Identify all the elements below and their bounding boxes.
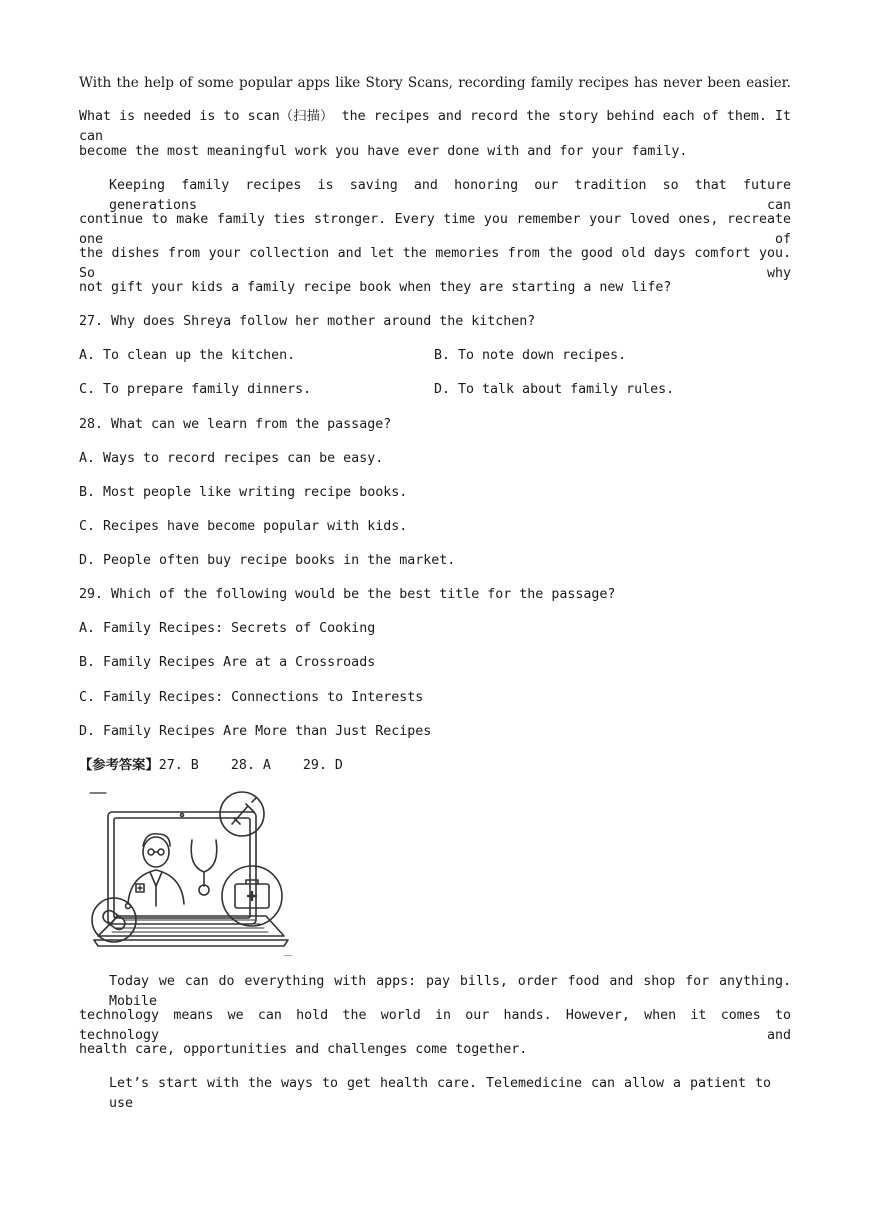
- telemedicine-illustration-icon: [88, 786, 293, 961]
- illustration-mark: —: [284, 951, 292, 960]
- question-28-stem: 28. What can we learn from the passage?: [79, 417, 392, 432]
- question-27-option-a: A. To clean up the kitchen.: [79, 348, 296, 363]
- passage1-para2-line-3: the dishes from your collection and let the memories from the good old days comfort you. So why: [79, 246, 791, 281]
- question-29-option-b: B. Family Recipes Are at a Crossroads: [79, 655, 376, 670]
- question-29-option-d: D. Family Recipes Are More than Just Recipes: [79, 724, 432, 739]
- question-27-option-b: B. To note down recipes.: [434, 348, 627, 363]
- question-28-option-b: B. Most people like writing recipe books.: [79, 485, 408, 500]
- passage1-para2-line-4: not gift your kids a family recipe book when they are starting a new life?: [79, 280, 672, 295]
- answer-key: [79, 756, 791, 776]
- question-27-stem: 27. Why does Shreya follow her mother around the kitchen?: [79, 314, 536, 329]
- question-28-option-a: A. Ways to record recipes can be easy.: [79, 451, 384, 466]
- question-29-option-a: A. Family Recipes: Secrets of Cooking: [79, 621, 376, 636]
- question-29-stem: 29. Which of the following would be the best title for the passage?: [79, 587, 616, 602]
- question-29-option-c: C. Family Recipes: Connections to Interests: [79, 690, 424, 705]
- answer-key-text: 27. B 28. A 29. D: [158, 758, 343, 773]
- question-27-option-c: C. To prepare family dinners.: [79, 382, 312, 397]
- passage1-para2-line-1: Keeping family recipes is saving and honoring our tradition so that future generations can: [109, 178, 791, 213]
- telemedicine-illustration: [88, 786, 293, 961]
- passage2-line-3: health care, opportunities and challenges come together.: [79, 1042, 528, 1057]
- passage1-line-1: With the help of some popular apps like Story Scans, recording family recipes has never been easier.: [79, 75, 791, 91]
- passage1-para2-line-2: continue to make family ties stronger. Every time you remember your loved ones, recreate one of: [79, 212, 791, 247]
- passage2-line-2: technology means we can hold the world in our hands. However, when it comes to technology and: [79, 1008, 791, 1043]
- answer-key-label: 【参考答案】: [79, 758, 159, 773]
- question-28-option-d: D. People often buy recipe books in the market.: [79, 553, 456, 568]
- passage1-line-3: become the most meaningful work you have ever done with and for your family.: [79, 144, 688, 159]
- question-27-option-d: D. To talk about family rules.: [434, 382, 675, 397]
- passage2-line-1: Today we can do everything with apps: pay bills, order food and shop for anything. Mobile: [109, 974, 791, 1009]
- question-28-option-c: C. Recipes have become popular with kids.: [79, 519, 408, 534]
- passage1-line-2: What is needed is to scan（扫描） the recipes and record the story behind each of them. It can: [79, 109, 791, 144]
- passage2-para2-line-1: Let’s start with the ways to get health care. Telemedicine can allow a patient to use: [109, 1076, 771, 1111]
